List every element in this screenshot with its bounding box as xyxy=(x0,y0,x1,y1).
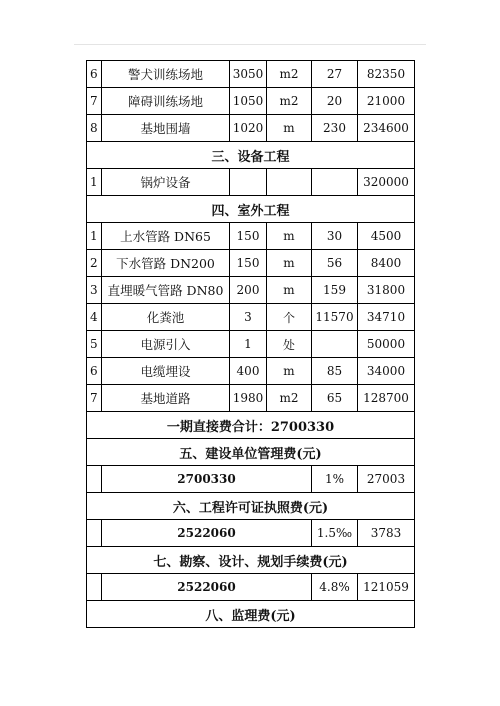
item-unit-cell: m xyxy=(267,115,312,142)
fee-amount-cell: 27003 xyxy=(358,466,415,493)
empty-cell xyxy=(87,520,102,547)
item-unit-price-cell: 20 xyxy=(312,88,358,115)
item-number-cell: 6 xyxy=(87,358,102,385)
table-row xyxy=(87,115,415,142)
empty-cell xyxy=(87,574,102,601)
fee-base-cell: 2700330 xyxy=(102,466,312,493)
fee-row xyxy=(87,574,415,601)
section-title-cell: 五、建设单位管理费(元) xyxy=(87,439,415,466)
table-row xyxy=(87,250,415,277)
item-number-cell: 2 xyxy=(87,250,102,277)
item-quantity-cell: 1 xyxy=(230,331,267,358)
item-unit-price-cell: 65 xyxy=(312,385,358,412)
section-title-cell: 四、室外工程 xyxy=(87,196,415,223)
budget-table-body xyxy=(87,61,415,628)
item-number-cell: 5 xyxy=(87,331,102,358)
item-unit-price-cell: 27 xyxy=(312,61,358,88)
item-unit-cell: m2 xyxy=(267,88,312,115)
item-unit-cell: m2 xyxy=(267,385,312,412)
section-header-row xyxy=(87,412,415,439)
fee-base-cell: 2522060 xyxy=(102,574,312,601)
section-header-row xyxy=(87,547,415,574)
fee-rate-cell: 1.5‰ xyxy=(312,520,358,547)
item-unit-price-cell: 56 xyxy=(312,250,358,277)
section-title-cell: 一期直接费合计：2700330 xyxy=(87,412,415,439)
item-unit-cell: 处 xyxy=(267,331,312,358)
item-number-cell: 7 xyxy=(87,385,102,412)
budget-table xyxy=(86,60,415,628)
item-name-cell: 基地道路 xyxy=(102,385,230,412)
item-quantity-cell xyxy=(230,169,267,196)
item-name-cell: 上水管路 DN65 xyxy=(102,223,230,250)
table-row xyxy=(87,223,415,250)
item-total-cell: 234600 xyxy=(358,115,415,142)
item-name-cell: 警犬训练场地 xyxy=(102,61,230,88)
empty-cell xyxy=(87,466,102,493)
item-unit-cell: m xyxy=(267,358,312,385)
item-unit-cell: m xyxy=(267,250,312,277)
fee-row xyxy=(87,520,415,547)
table-row xyxy=(87,277,415,304)
item-number-cell: 3 xyxy=(87,277,102,304)
table-row xyxy=(87,358,415,385)
section-title-cell: 三、设备工程 xyxy=(87,142,415,169)
section-title-cell: 八、监理费(元) xyxy=(87,601,415,628)
item-number-cell: 1 xyxy=(87,169,102,196)
fee-row xyxy=(87,466,415,493)
table-row xyxy=(87,88,415,115)
item-total-cell: 34710 xyxy=(358,304,415,331)
item-name-cell: 基地围墙 xyxy=(102,115,230,142)
item-name-cell: 障碍训练场地 xyxy=(102,88,230,115)
fee-base-cell: 2522060 xyxy=(102,520,312,547)
section-header-row xyxy=(87,601,415,628)
item-quantity-cell: 1980 xyxy=(230,385,267,412)
item-name-cell: 电源引入 xyxy=(102,331,230,358)
item-name-cell: 下水管路 DN200 xyxy=(102,250,230,277)
item-unit-price-cell: 30 xyxy=(312,223,358,250)
item-quantity-cell: 400 xyxy=(230,358,267,385)
item-unit-price-cell: 85 xyxy=(312,358,358,385)
item-quantity-cell: 3050 xyxy=(230,61,267,88)
item-quantity-cell: 150 xyxy=(230,223,267,250)
section-header-row xyxy=(87,142,415,169)
item-quantity-cell: 1020 xyxy=(230,115,267,142)
item-total-cell: 31800 xyxy=(358,277,415,304)
item-total-cell: 8400 xyxy=(358,250,415,277)
item-quantity-cell: 3 xyxy=(230,304,267,331)
item-unit-cell: 个 xyxy=(267,304,312,331)
item-number-cell: 4 xyxy=(87,304,102,331)
table-row xyxy=(87,304,415,331)
section-header-row xyxy=(87,439,415,466)
item-quantity-cell: 1050 xyxy=(230,88,267,115)
item-total-cell: 21000 xyxy=(358,88,415,115)
item-unit-price-cell: 159 xyxy=(312,277,358,304)
item-number-cell: 7 xyxy=(87,88,102,115)
item-unit-cell: m xyxy=(267,223,312,250)
item-total-cell: 128700 xyxy=(358,385,415,412)
item-name-cell: 化粪池 xyxy=(102,304,230,331)
item-total-cell: 4500 xyxy=(358,223,415,250)
table-row xyxy=(87,169,415,196)
item-unit-price-cell xyxy=(312,331,358,358)
item-total-cell: 50000 xyxy=(358,331,415,358)
item-total-cell: 320000 xyxy=(358,169,415,196)
item-number-cell: 1 xyxy=(87,223,102,250)
item-number-cell: 6 xyxy=(87,61,102,88)
item-number-cell: 8 xyxy=(87,115,102,142)
item-name-cell: 锅炉设备 xyxy=(102,169,230,196)
item-name-cell: 直埋暖气管路 DN80 xyxy=(102,277,230,304)
item-unit-cell xyxy=(267,169,312,196)
fee-amount-cell: 3783 xyxy=(358,520,415,547)
item-unit-cell: m2 xyxy=(267,61,312,88)
item-unit-cell: m xyxy=(267,277,312,304)
table-row xyxy=(87,61,415,88)
section-header-row xyxy=(87,493,415,520)
item-quantity-cell: 150 xyxy=(230,250,267,277)
table-row xyxy=(87,385,415,412)
fee-rate-cell: 1% xyxy=(312,466,358,493)
item-quantity-cell: 200 xyxy=(230,277,267,304)
item-name-cell: 电缆埋设 xyxy=(102,358,230,385)
item-unit-price-cell xyxy=(312,169,358,196)
section-title-cell: 六、工程许可证执照费(元) xyxy=(87,493,415,520)
top-rule xyxy=(74,44,426,45)
fee-rate-cell: 4.8% xyxy=(312,574,358,601)
section-title-cell: 七、勘察、设计、规划手续费(元) xyxy=(87,547,415,574)
item-unit-price-cell: 230 xyxy=(312,115,358,142)
table-row xyxy=(87,331,415,358)
item-unit-price-cell: 11570 xyxy=(312,304,358,331)
item-total-cell: 82350 xyxy=(358,61,415,88)
item-total-cell: 34000 xyxy=(358,358,415,385)
fee-amount-cell: 121059 xyxy=(358,574,415,601)
section-header-row xyxy=(87,196,415,223)
